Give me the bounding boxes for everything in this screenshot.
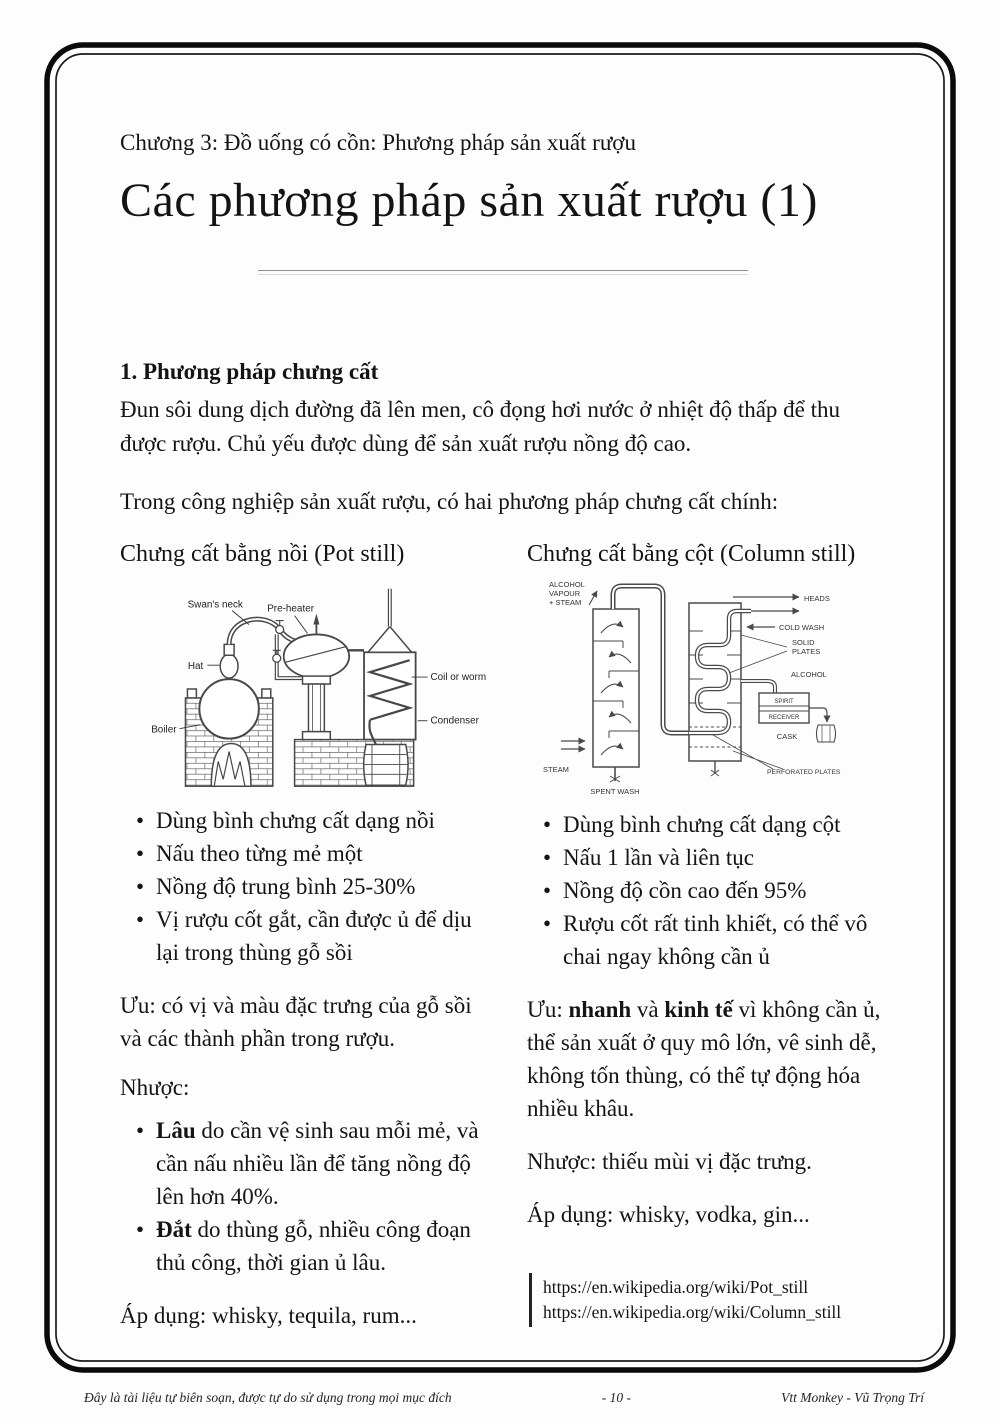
column-still-diagram — [529, 573, 881, 798]
list-item: • Nấu theo từng mẻ một — [120, 837, 498, 870]
pros-keyword: kinh tế — [664, 997, 733, 1022]
pot-still-column — [120, 541, 498, 1332]
list-item: • Vị rượu cốt gắt, cần được ủ để dịu lại trong thùng gỗ sồi — [120, 903, 498, 969]
section-heading: 1. Phương pháp chưng cất — [120, 359, 379, 384]
cask-barrel — [364, 745, 408, 786]
page-title: Các phương pháp sản xuất rượu (1) — [120, 174, 818, 227]
pot-still-bullet-list — [120, 804, 498, 969]
cons-keyword: Lâu — [156, 1118, 196, 1143]
hat-bulb — [220, 654, 238, 678]
list-item: • Nấu 1 lần và liên tục — [527, 841, 886, 874]
analyzer-column — [593, 609, 639, 767]
pot-label-boiler: Boiler — [151, 724, 177, 736]
cons-text: do cần vệ sinh sau mỗi mẻ, và cần nấu nhiều lần để tăng nồng độ lên hơn 40%. — [156, 1118, 479, 1209]
cask-icon — [817, 725, 836, 742]
pot-still-pros: Ưu: có vị và màu đặc trưng của gỗ sồi và các thành phần trong rượu. — [120, 993, 472, 1051]
valve-upper — [276, 626, 284, 634]
svg-text:RECEIVER: RECEIVER — [768, 715, 800, 721]
svg-text:PLATES: PLATES — [792, 647, 821, 656]
comparison-columns — [120, 541, 886, 1332]
reference-url: https://en.wikipedia.org/wiki/Pot_still — [543, 1277, 809, 1297]
svg-text:+ STEAM: + STEAM — [549, 598, 582, 607]
col-label-cask: CASK — [776, 732, 798, 741]
reference-block — [529, 1273, 886, 1327]
pre-heater-vessel — [284, 634, 349, 678]
list-item: • Nồng độ cồn cao đến 95% — [527, 874, 886, 907]
rectifier-column — [689, 603, 741, 761]
alcohol-pipe — [741, 681, 775, 693]
column-still-bullet-list — [527, 808, 886, 973]
col-label-steam: STEAM — [543, 765, 569, 774]
col-label-alcohol-vapour: ALCOHOL — [549, 580, 585, 589]
col-label-spent-wash: SPENT WASH — [590, 787, 640, 796]
pot-label-coil: Coil or worm — [430, 672, 487, 684]
pot-label-swans-neck: Swan's neck — [187, 599, 243, 611]
pot-label-hat: Hat — [187, 661, 204, 673]
column-still-column — [527, 541, 886, 1332]
footer-left-note: Đây là tài liệu tự biên soạn, được tự do sử dụng trong mọi mục đích — [84, 1390, 452, 1405]
pros-keyword: nhanh — [568, 997, 632, 1022]
list-item: • Rượu cốt rất tinh khiết, có thể vô chai ngay không cần ủ — [527, 907, 886, 973]
boiler-pot — [199, 679, 259, 739]
col-label-alcohol: ALCOHOL — [791, 670, 827, 679]
list-item: • Dùng bình chưng cất dạng nồi — [120, 804, 498, 837]
list-item — [120, 1114, 498, 1213]
valve-lower — [273, 654, 281, 662]
cons-text: do thùng gỗ, nhiều công đoạn thủ công, thời gian ủ lâu. — [156, 1217, 471, 1275]
section-lead: Trong công nghiệp sản xuất rượu, có hai phương pháp chưng cất chính: — [120, 489, 779, 514]
column-still-cons: Nhược: thiếu mùi vị đặc trưng. — [527, 1149, 812, 1174]
pot-still-heading: Chưng cất bằng nồi (Pot still) — [120, 541, 405, 567]
pot-label-pre-heater: Pre-heater — [267, 603, 315, 615]
reference-url: https://en.wikipedia.org/wiki/Column_still — [543, 1302, 842, 1322]
pot-still-applications: Áp dụng: whisky, tequila, rum... — [120, 1303, 417, 1328]
pot-still-cons-list — [120, 1114, 498, 1279]
title-divider — [258, 270, 748, 275]
footer-page-number: - 10 - — [601, 1390, 631, 1405]
cons-keyword: Đắt — [156, 1217, 192, 1242]
col-label-cold-wash: COLD WASH — [779, 623, 825, 632]
page-footer — [84, 1390, 924, 1406]
list-item: • Nồng độ trung bình 25-30% — [120, 870, 498, 903]
column-still-heading: Chưng cất bằng cột (Column still) — [527, 541, 856, 567]
pot-label-condenser: Condenser — [430, 715, 479, 727]
col-label-spirit-receiver: SPIRIT — [774, 699, 794, 705]
column-still-pros: Ưu: nhanh và kinh tế vì không cần ủ, thể sản xuất ở quy mô lớn, vê sinh dễ, không tốn thùng, có thể tự động hóa nhiều khâu. — [527, 997, 881, 1121]
pot-still-cons-label: Nhược: — [120, 1075, 190, 1100]
col-label-heads: HEADS — [804, 594, 830, 603]
svg-text:VAPOUR: VAPOUR — [549, 589, 581, 598]
col-label-solid-plates: SOLID — [792, 638, 815, 647]
list-item — [120, 1213, 498, 1279]
col-label-perforated-plates: PERFORATED PLATES — [767, 769, 841, 776]
pros-label: Ưu: — [527, 997, 569, 1022]
pedestal-column — [308, 684, 324, 732]
section-intro: Đun sôi dung dịch đường đã lên men, cô đọng hơi nước ở nhiệt độ thấp để thu được rượu. Chủ yếu được dùng để sản xuất rượu nồng độ cao. — [120, 397, 841, 456]
pot-still-diagram — [120, 582, 492, 794]
column-still-applications: Áp dụng: whisky, vodka, gin... — [527, 1202, 810, 1227]
swans-neck-pipe — [229, 619, 295, 644]
footer-author: Vtt Monkey - Vũ Trọng Trí — [781, 1390, 924, 1405]
list-item: • Dùng bình chưng cất dạng cột — [527, 808, 886, 841]
page-content — [120, 130, 886, 1332]
chapter-kicker: Chương 3: Đồ uống có cồn: Phương pháp sản xuất rượu — [120, 130, 636, 155]
